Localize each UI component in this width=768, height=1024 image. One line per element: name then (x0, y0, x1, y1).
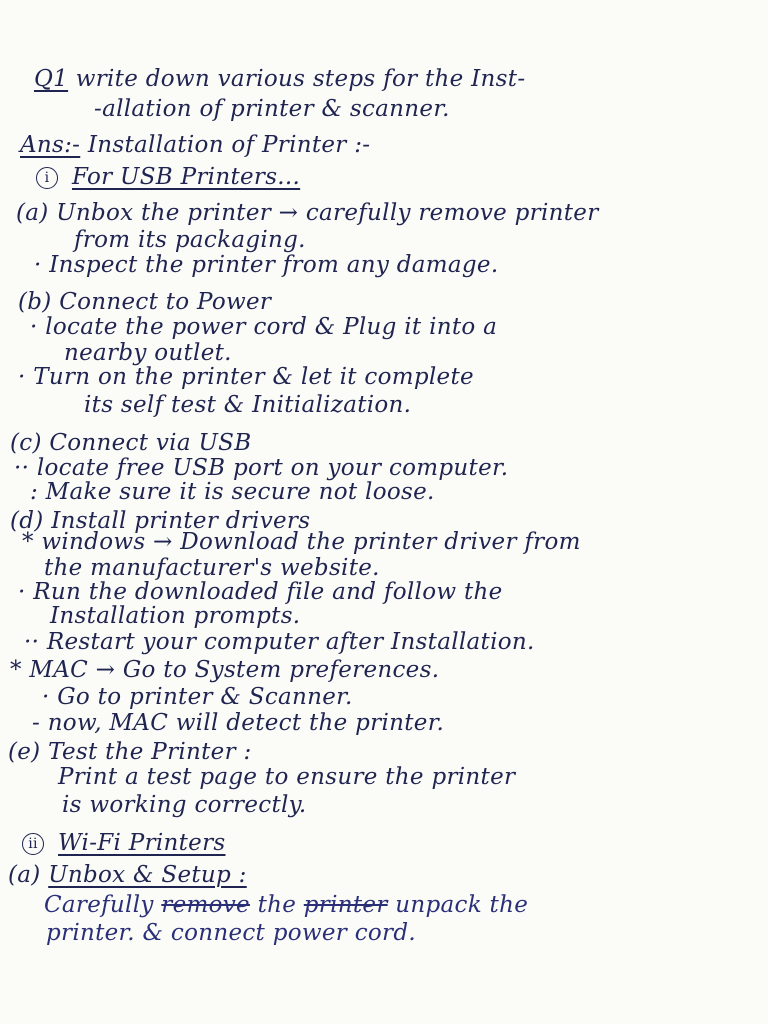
question-line-2: -allation of printer & scanner. (94, 96, 450, 122)
step-c-bullet-2: : Make sure it is secure not loose. (30, 479, 435, 505)
step-b-label: (b) (18, 289, 52, 315)
question-text-1: write down various steps for the Inst- (75, 66, 526, 92)
step-b-bullet-2-text: Turn on the printer & let it complete (33, 364, 474, 390)
step-d-now-text: now, MAC will detect the printer. (47, 710, 445, 736)
step-e-label: (e) (8, 739, 41, 765)
step-b-bullet-1-line-2: nearby outlet. (64, 340, 232, 366)
step-a2-title-text: Unbox & Setup : (48, 862, 247, 888)
step-c-title (10, 432, 251, 455)
step-a-bullet: · Inspect the printer from any damage. (34, 252, 499, 278)
step-a2-label: (a) (8, 862, 41, 888)
step-d-run-text: Run the downloaded file and follow the (33, 579, 503, 605)
step-a-line-2: from its packaging. (74, 227, 306, 253)
step-e-line-1: Print a test page to ensure the printer (58, 764, 516, 790)
step-d-restart: ·· Restart your computer after Installation. (24, 629, 535, 655)
step-a2-line-1 (44, 894, 528, 917)
step-d-run-line-2: Installation prompts. (50, 603, 301, 629)
step-d-goto: · Go to printer & Scanner. (42, 684, 353, 710)
step-d-windows-line-1: * windows → Download the printer driver from (22, 529, 581, 555)
step-a-bullet-text: Inspect the printer from any damage. (49, 252, 499, 278)
answer-prefix: Ans:- (20, 132, 81, 158)
step-a-text-1: Unbox the printer → carefully remove printer (56, 200, 599, 226)
step-d-run-line-1: · Run the downloaded file and follow the (18, 579, 503, 605)
answer-heading-text: Installation of Printer :- (87, 132, 371, 158)
answer-heading (20, 134, 370, 157)
step-b-bullet-2: · Turn on the printer & let it complete (18, 364, 474, 390)
step-c-bullet-1: ·· locate free USB port on your computer. (14, 455, 509, 481)
step-d-label: (d) (10, 508, 44, 534)
section-1-marker: i (36, 167, 58, 189)
step-b-title (18, 291, 271, 314)
step-e-line-2: is working correctly. (62, 792, 307, 818)
step-a2-text-start: Carefully (44, 892, 154, 918)
step-d-windows-line-2: the manufacturer's website. (44, 555, 380, 581)
section-1-title-text: For USB Printers... (72, 164, 301, 190)
step-c-title-text: Connect via USB (49, 430, 252, 456)
step-e-title-text: Test the Printer : (48, 739, 252, 765)
step-c-bullet-2-text: Make sure it is secure not loose. (45, 479, 435, 505)
step-a2-struck-word-2: printer (303, 892, 388, 918)
step-a-label: (a) (16, 200, 49, 226)
step-b-bullet-1-text: locate the power cord & Plug it into a (45, 314, 498, 340)
section-2-title-text: Wi-Fi Printers (58, 830, 226, 856)
step-a2-line-2: printer. & connect power cord. (46, 920, 416, 946)
step-c-bullet-1-text: locate free USB port on your computer. (36, 455, 509, 481)
step-d-now: - now, MAC will detect the printer. (32, 710, 445, 736)
question-number: Q1 (34, 66, 69, 92)
step-b-bullet-1: · locate the power cord & Plug it into a (30, 314, 498, 340)
step-e-title (8, 741, 252, 764)
section-1-title (36, 166, 300, 189)
step-c-label: (c) (10, 430, 42, 456)
step-a-line-1 (16, 202, 599, 225)
question-line-1 (34, 68, 525, 91)
step-d-title-text: Install printer drivers (51, 508, 311, 534)
step-b-bullet-2-line-2: its self test & Initialization. (84, 392, 412, 418)
section-2-marker: ii (22, 833, 44, 855)
step-d-goto-text: Go to printer & Scanner. (57, 684, 353, 710)
section-2-title (22, 832, 225, 855)
step-d-restart-text: Restart your computer after Installation. (46, 629, 535, 655)
step-a2-struck-word-1: remove (161, 892, 250, 918)
step-a2-text-mid: the (257, 892, 297, 918)
step-b-title-text: Connect to Power (59, 289, 272, 315)
step-d-mac: * MAC → Go to System preferences. (10, 657, 440, 683)
step-a2-text-end: unpack the (395, 892, 529, 918)
step-a2-title (8, 864, 247, 887)
